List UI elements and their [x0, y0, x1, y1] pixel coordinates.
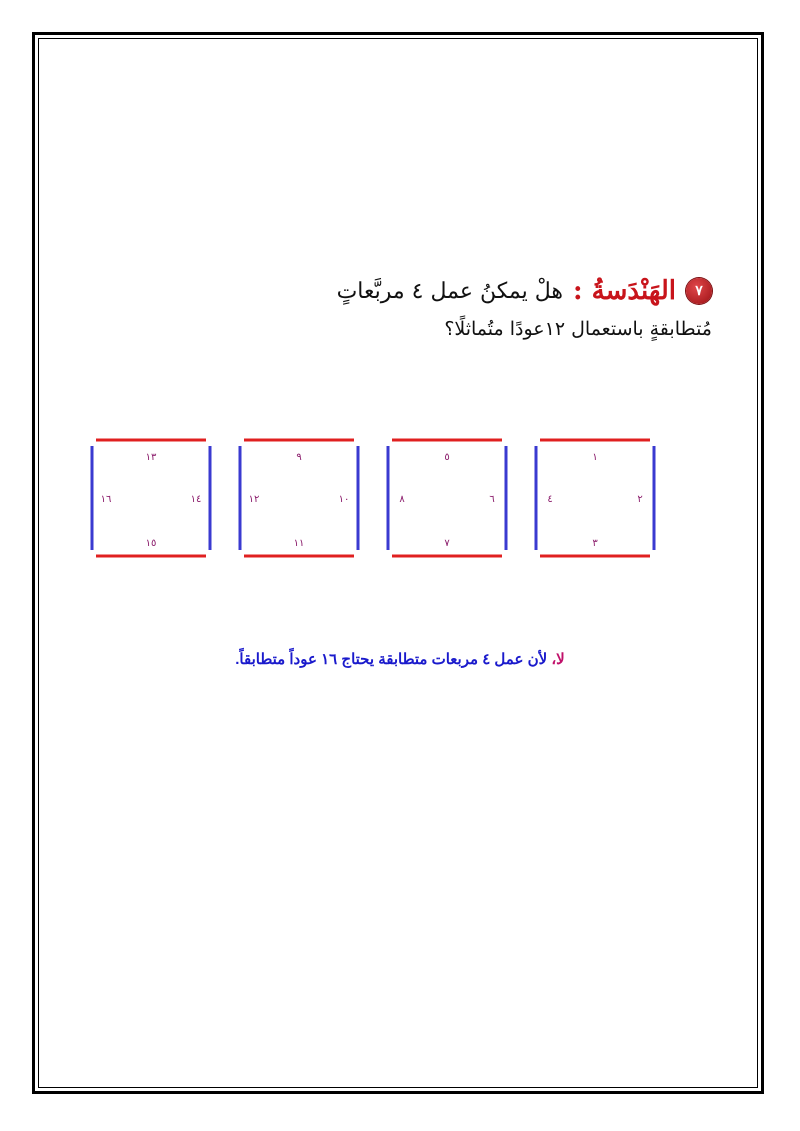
answer-line	[100, 650, 700, 668]
stick-label-right-2: ٦	[489, 494, 495, 505]
stick-label-bottom-3: ١١	[293, 538, 305, 549]
sticks-figure	[92, 432, 682, 572]
stick-label-left-2: ٨	[399, 494, 405, 505]
answer-text: لأن عمل ٤ مربعات متطابقة يحتاج ١٦ عوداً متطابقاً.	[235, 651, 548, 668]
question-line-1	[152, 268, 712, 314]
stick-label-left-1: ٤	[547, 494, 553, 505]
stick-label-bottom-2: ٧	[444, 538, 450, 549]
stick-label-right-1: ٢	[637, 494, 643, 505]
stick-label-right-3: ١٠	[338, 494, 350, 505]
stick-label-bottom-4: ١٥	[145, 538, 157, 549]
question-topic-label: الهَنْدَسةُ :	[573, 276, 676, 306]
stick-label-left-3: ١٢	[248, 494, 260, 505]
question-text-1: هلْ يمكنُ عمل ٤ مربَّعاتٍ	[336, 278, 563, 304]
stick-label-top-3: ٩	[296, 452, 302, 463]
stick-label-bottom-1: ٣	[592, 538, 598, 549]
answer-no: لا،	[551, 651, 565, 668]
sticks-diagram	[92, 432, 682, 572]
question-block	[152, 268, 712, 340]
stick-label-top-2: ٥	[444, 452, 450, 463]
question-text-2: مُتطابقةٍ باستعمال ١٢عودًا متُماثلًا؟	[444, 318, 712, 340]
question-number-badge: ٧	[686, 278, 712, 304]
stick-label-top-1: ١	[592, 452, 598, 463]
stick-label-left-4: ١٦	[100, 494, 112, 505]
stick-label-right-4: ١٤	[190, 494, 202, 505]
stick-label-top-4: ١٣	[145, 452, 157, 463]
